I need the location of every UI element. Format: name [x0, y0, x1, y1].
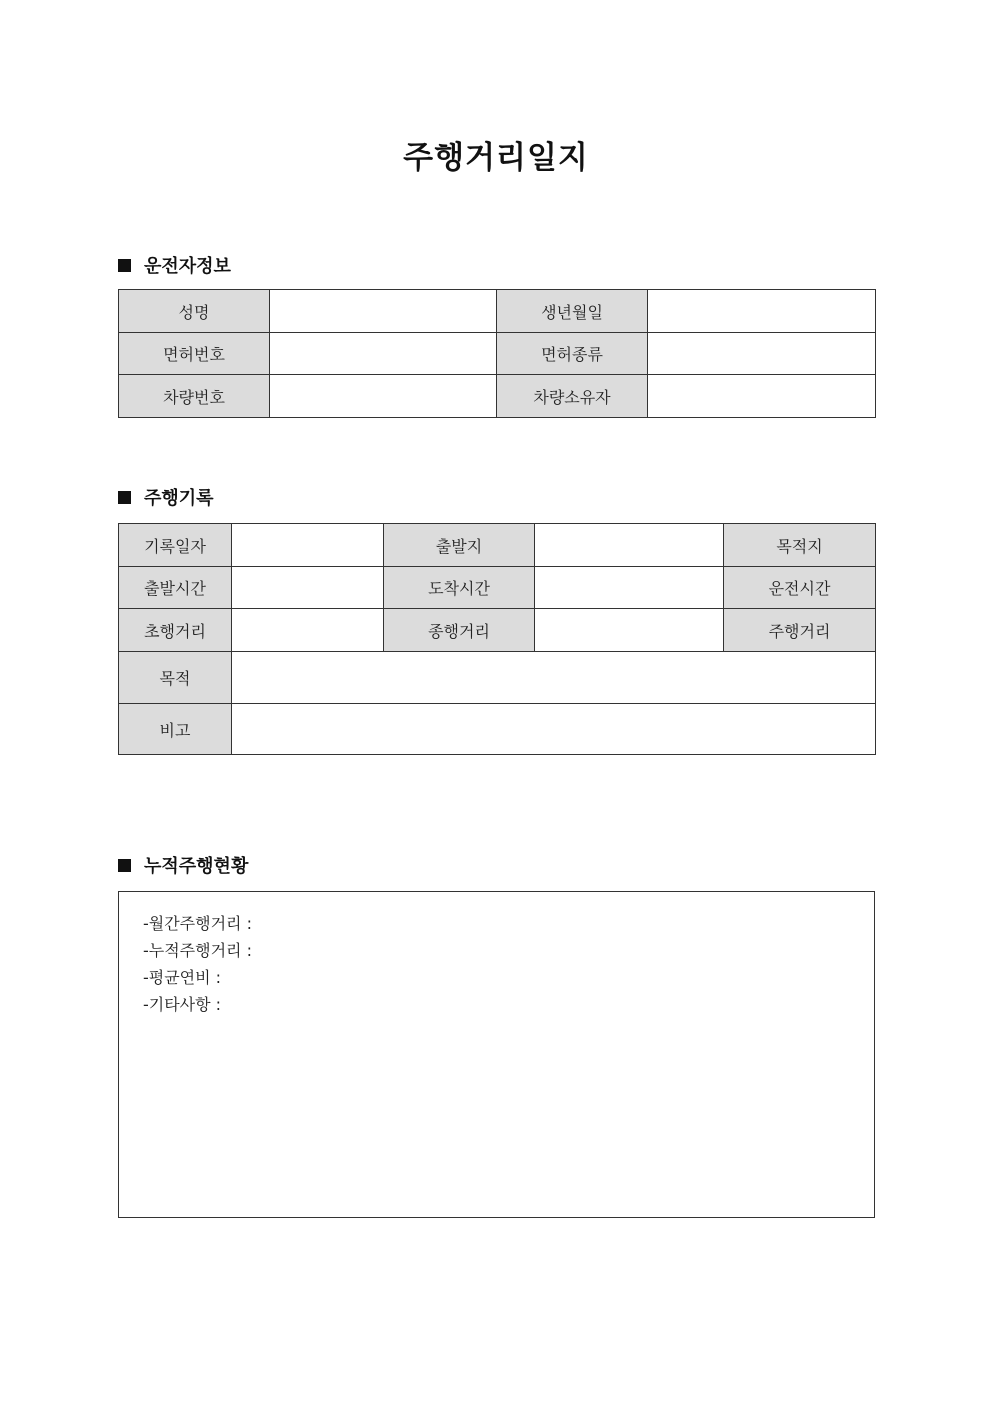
label-end-distance: 종행거리 [384, 609, 535, 652]
departure-field[interactable] [535, 524, 724, 567]
section-heading-drive-record [118, 484, 214, 510]
table-row [119, 609, 876, 652]
table-row [119, 704, 876, 755]
arrival-time-field[interactable] [535, 567, 724, 609]
table-row [119, 652, 876, 704]
vehicle-owner-field[interactable] [648, 375, 876, 418]
cumulative-summary-box[interactable] [118, 891, 875, 1218]
square-bullet-icon [118, 859, 131, 872]
summary-lines [143, 910, 252, 1018]
label-remarks: 비고 [119, 704, 232, 755]
end-distance-field[interactable] [535, 609, 724, 652]
table-row [119, 333, 876, 375]
label-license-number: 면허번호 [119, 333, 270, 375]
label-birthdate: 생년월일 [497, 290, 648, 333]
label-vehicle-number: 차량번호 [119, 375, 270, 418]
section-heading-cumulative [118, 852, 248, 878]
license-number-field[interactable] [270, 333, 497, 375]
driver-info-table [118, 289, 876, 418]
cumulative-distance-line: -누적주행거리 : [143, 941, 252, 960]
section-title: 누적주행현황 [144, 856, 249, 877]
label-arrival-time: 도착시간 [384, 567, 535, 609]
table-row [119, 375, 876, 418]
monthly-distance-line: -월간주행거리 : [143, 914, 252, 933]
table-row [119, 567, 876, 609]
label-record-date: 기록일자 [119, 524, 232, 567]
table-row [119, 290, 876, 333]
record-date-field[interactable] [232, 524, 384, 567]
section-heading-driver-info [118, 252, 231, 278]
square-bullet-icon [118, 491, 131, 504]
table-row [119, 524, 876, 567]
start-distance-field[interactable] [232, 609, 384, 652]
label-name: 성명 [119, 290, 270, 333]
license-type-field[interactable] [648, 333, 876, 375]
label-license-type: 면허종류 [497, 333, 648, 375]
birthdate-field[interactable] [648, 290, 876, 333]
label-driving-time: 운전시간 [724, 567, 876, 609]
page-title: 주행거리일지 [403, 140, 589, 176]
vehicle-number-field[interactable] [270, 375, 497, 418]
label-start-distance: 초행거리 [119, 609, 232, 652]
departure-time-field[interactable] [232, 567, 384, 609]
section-title: 주행기록 [144, 488, 214, 509]
remarks-field[interactable] [232, 704, 876, 755]
label-vehicle-owner: 차량소유자 [497, 375, 648, 418]
name-field[interactable] [270, 290, 497, 333]
label-departure-time: 출발시간 [119, 567, 232, 609]
drive-record-table [118, 523, 876, 755]
label-destination: 목적지 [724, 524, 876, 567]
label-purpose: 목적 [119, 652, 232, 704]
section-title: 운전자정보 [144, 256, 231, 277]
square-bullet-icon [118, 259, 131, 272]
average-fuel-efficiency-line: -평균연비 : [143, 968, 222, 987]
other-notes-line: -기타사항 : [143, 995, 222, 1014]
label-drive-distance: 주행거리 [724, 609, 876, 652]
label-departure: 출발지 [384, 524, 535, 567]
purpose-field[interactable] [232, 652, 876, 704]
